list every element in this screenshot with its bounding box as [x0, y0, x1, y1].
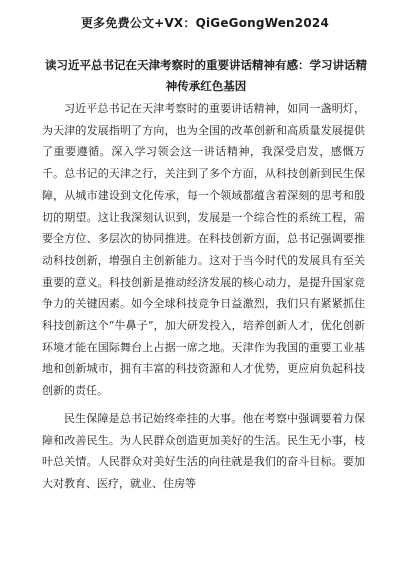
promo-banner: 更多免费公文+VX：QiGeGongWen2024 — [80, 16, 329, 30]
document-title: 读习近平总书记在天津考察时的重要讲话精神有感：学习讲话精神传承红色基因 — [45, 58, 367, 93]
body-paragraph: 习近平总书记在天津考察时的重要讲话精神，如同一盏明灯，为天津的发展指明了方向，也为全国的改革创新和高质量发展提供了重要遵循。深入学习领会这一讲话精神，我深受启发，感慨万千。总书记的天津之行，关注到了多个方面，从科技创新到民生保障，从城市建设到文化传承，每一个领域都蕴含着深刻的思考和殷切的期望。这让我深刻认识到，发展是一个综合性的系统工程，需要全方位、多层次的协同推进。在科技创新方面，总书记强调要推动科技创新，增强自主创新能力。这对于当今时代的发展具有至关重要的意义。科技创新是推动经济发展的核心动力，是提升国家竞争力的关键因素。如今全球科技竞争日益激烈，我们只有紧紧抓住科技创新这个“牛鼻子”，加大研发投入，培养创新人才，优化创新环境才能在国际舞台上占据一席之地。天津作为我国的重要工业基地和创新城市，拥有丰富的科技资源和人才优势，更应肩负起科技创新的责任。 — [42, 102, 365, 398]
document-body — [42, 98, 365, 495]
body-paragraph: 民生保障是总书记始终牵挂的大事。他在考察中强调要着力保障和改善民生。为人民群众创造更加美好的生活。民生无小事，枝叶总关情。人民群众对美好生活的向往就是我们的奋斗目标。要加大对教育、医疗，就业、住房等 — [42, 411, 365, 490]
